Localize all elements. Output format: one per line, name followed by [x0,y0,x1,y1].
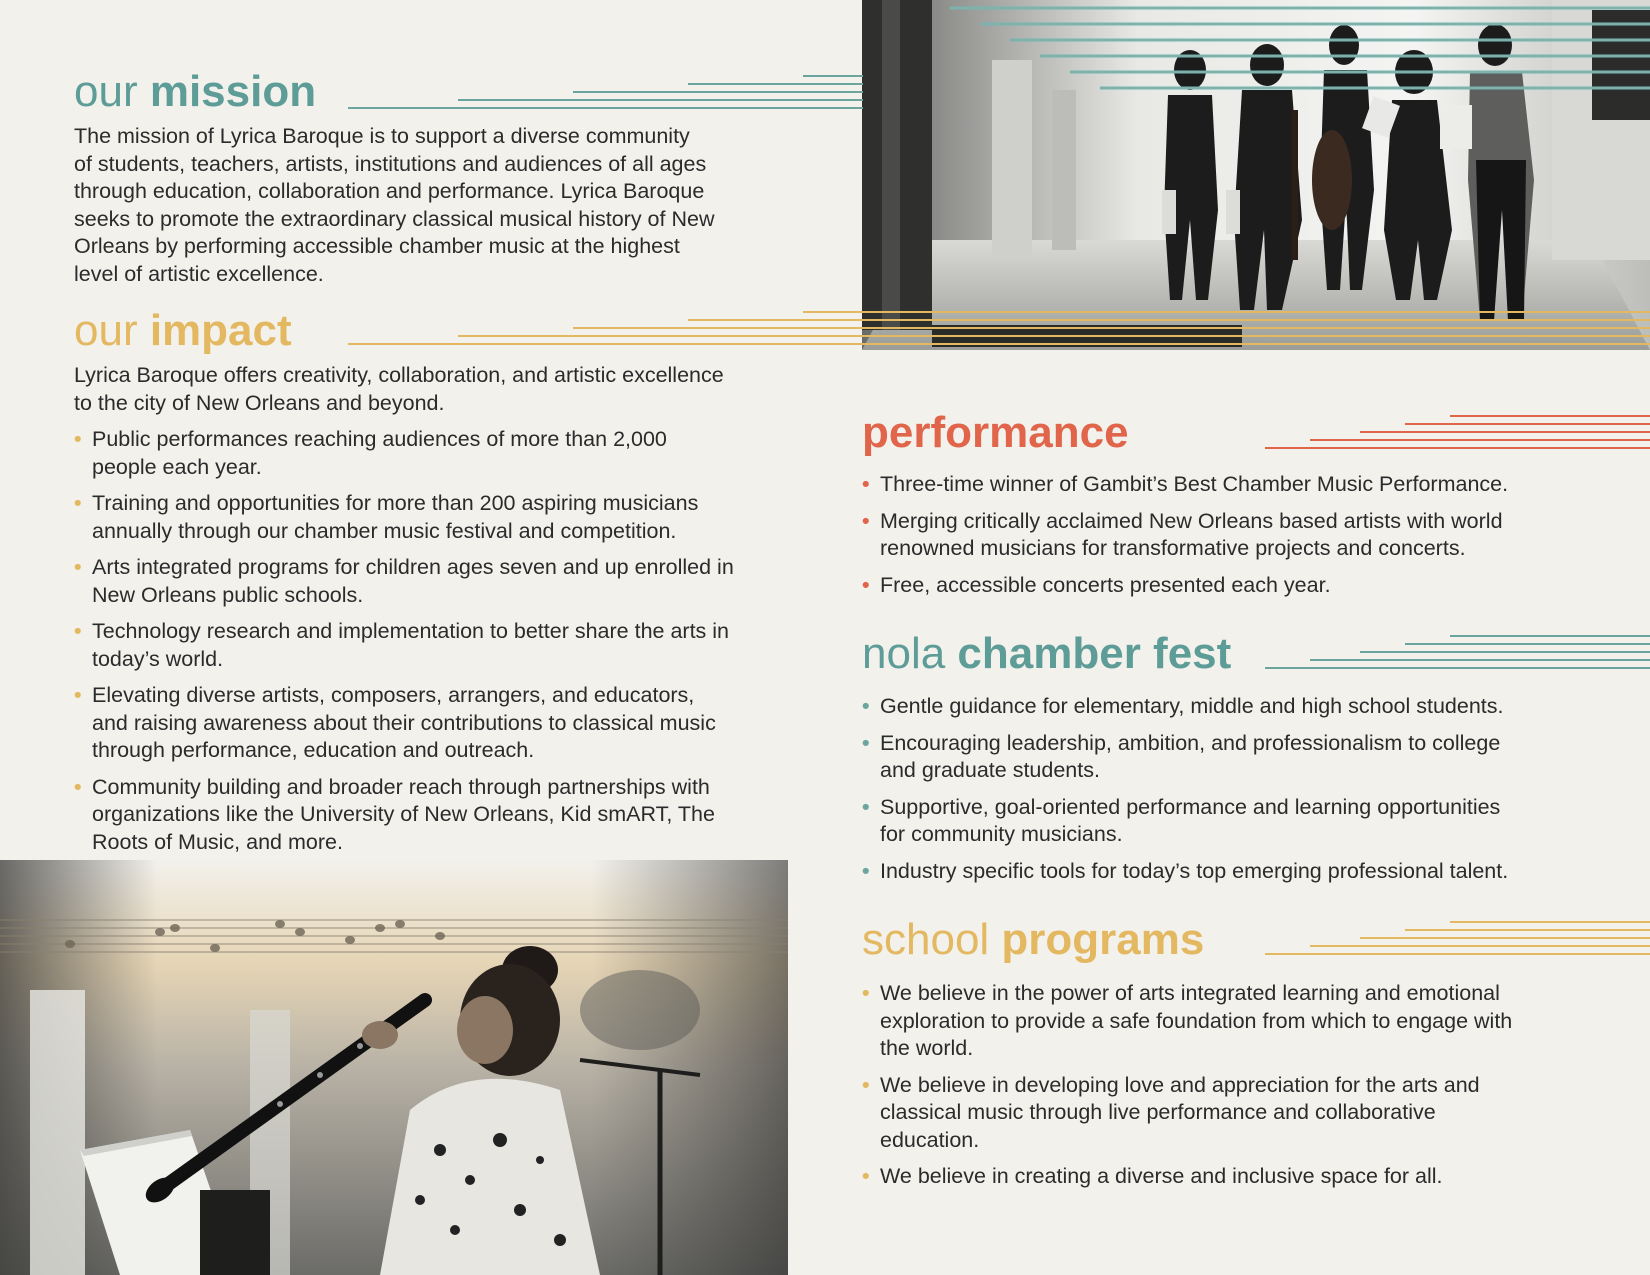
impact-staff-lines [348,308,1650,350]
bullet-line: Community building and broader reach through partnerships with [92,774,710,799]
bullet-line: We believe in creating a diverse and inclusive space for all. [880,1164,1443,1188]
school-programs-heading-bold: programs [1001,915,1205,964]
bullet-line: renowned musicians for transformative projects and concerts. [880,536,1466,560]
chamber-fest-bullet-list [862,693,1632,894]
school-programs-staff-lines [1265,918,1650,960]
bullet-icon: • [74,619,82,643]
bullet-line: Three-time winner of Gambit’s Best Chamber Music Performance. [880,472,1509,496]
mission-line: level of artistic excellence. [74,261,324,286]
bullet-line: organizations like the University of New Orleans, Kid smART, The [92,802,715,826]
list-item [74,618,804,673]
bullet-line: Industry specific tools for today’s top emerging professional talent. [880,858,1509,883]
bullet-icon: • [862,572,870,597]
performance-bullet-list [862,471,1622,608]
list-item [862,980,1632,1063]
bullet-line: for community musicians. [880,822,1123,846]
list-item [862,730,1632,785]
bullet-icon: • [862,1072,870,1097]
mission-heading-light: our [74,67,138,116]
bullet-icon: • [74,555,82,579]
bullet-line: Training and opportunities for more than 200 aspiring musicians [92,491,699,515]
clarinet-player-image [0,860,788,1275]
mission-staff-lines [348,72,863,112]
bullet-line: Gentle guidance for elementary, middle and high school students. [880,694,1504,718]
bullet-line: We believe in developing love and appreciation for the arts and [880,1072,1480,1097]
bullet-line: Merging critically acclaimed New Orleans based artists with world [880,508,1503,533]
bullet-line: people each year. [92,454,262,479]
teal-staff-lines-top-photo [950,0,1650,120]
bullet-line: Elevating diverse artists, composers, arrangers, and educators, [92,683,695,707]
bullet-icon: • [862,508,870,533]
list-item [862,794,1632,849]
bullet-icon: • [862,1164,870,1188]
impact-heading-bold: impact [149,306,292,355]
bullet-line: annually through our chamber music festival and competition. [92,518,677,543]
bullet-line: exploration to provide a safe foundation from which to engage with [880,1008,1513,1033]
bullet-icon: • [862,730,870,755]
bullet-line: We believe in the power of arts integrated learning and emotional [880,981,1500,1005]
impact-heading-light: our [74,306,138,355]
school-programs-heading-light: school [862,915,990,964]
impact-intro-line: to the city of New Orleans and beyond. [74,390,445,415]
bullet-icon: • [862,472,870,496]
bullet-icon: • [862,981,870,1005]
mission-line: through education, collaboration and performance. Lyrica Baroque [74,179,705,203]
mission-heading-bold: mission [149,67,317,116]
bullet-icon: • [74,491,82,515]
bullet-icon: • [862,858,870,883]
mission-line: Orleans by performing accessible chamber music at the highest [74,234,680,258]
list-item [862,471,1622,499]
bullet-line: and graduate students. [880,758,1100,782]
bullet-line: Arts integrated programs for children ages seven and up enrolled in [92,555,734,579]
performance-heading [862,408,1129,457]
list-item [74,774,804,857]
chamber-fest-heading [862,629,1232,678]
list-item [74,490,804,545]
bullet-line: and raising awareness about their contributions to classical music [92,710,716,735]
bullet-icon: • [74,683,82,707]
clarinet-player-photo [0,860,788,1275]
school-programs-bullet-list [862,980,1632,1200]
list-item [862,693,1632,721]
bullet-line: the world. [880,1036,974,1060]
bullet-line: today’s world. [92,646,224,671]
list-item [862,1163,1632,1191]
performance-staff-lines [1265,412,1650,454]
list-item [862,858,1632,886]
bullet-icon: • [862,794,870,819]
chamber-fest-heading-light: nola [862,629,946,678]
performance-heading-bold: performance [862,408,1129,457]
mission-line: The mission of Lyrica Baroque is to support a diverse community [74,124,690,148]
school-programs-heading [862,915,1205,964]
bullet-line: Roots of Music, and more. [92,829,343,854]
list-item [74,682,804,765]
mission-text [74,123,794,288]
bullet-line: New Orleans public schools. [92,582,364,607]
impact-bullet-list [74,426,804,865]
chamber-fest-staff-lines [1265,632,1650,674]
chamber-fest-heading-bold: chamber fest [957,629,1232,678]
bullet-icon: • [862,694,870,718]
impact-intro [74,362,794,417]
mission-line: of students, teachers, artists, institutions and audiences of all ages [74,151,707,176]
impact-heading [74,306,292,355]
list-item [862,572,1622,600]
bullet-line: Supportive, goal-oriented performance and learning opportunities [880,794,1501,819]
mission-heading [74,67,317,116]
bullet-icon: • [74,427,82,451]
list-item [862,1072,1632,1155]
list-item [74,554,804,609]
bullet-line: Encouraging leadership, ambition, and professionalism to college [880,730,1501,755]
bullet-line: through performance, education and outreach. [92,738,535,762]
bullet-line: classical music through live performance and collaborative [880,1100,1436,1124]
bullet-line: Free, accessible concerts presented each year. [880,572,1331,597]
impact-intro-line: Lyrica Baroque offers creativity, collaboration, and artistic excellence [74,363,724,387]
bullet-icon: • [74,774,82,799]
bullet-line: education. [880,1127,980,1152]
list-item [862,508,1622,563]
mission-line: seeks to promote the extraordinary classical musical history of New [74,206,715,231]
bullet-line: Technology research and implementation to better share the arts in [92,619,730,643]
bullet-line: Public performances reaching audiences of more than 2,000 [92,427,667,451]
list-item [74,426,804,481]
